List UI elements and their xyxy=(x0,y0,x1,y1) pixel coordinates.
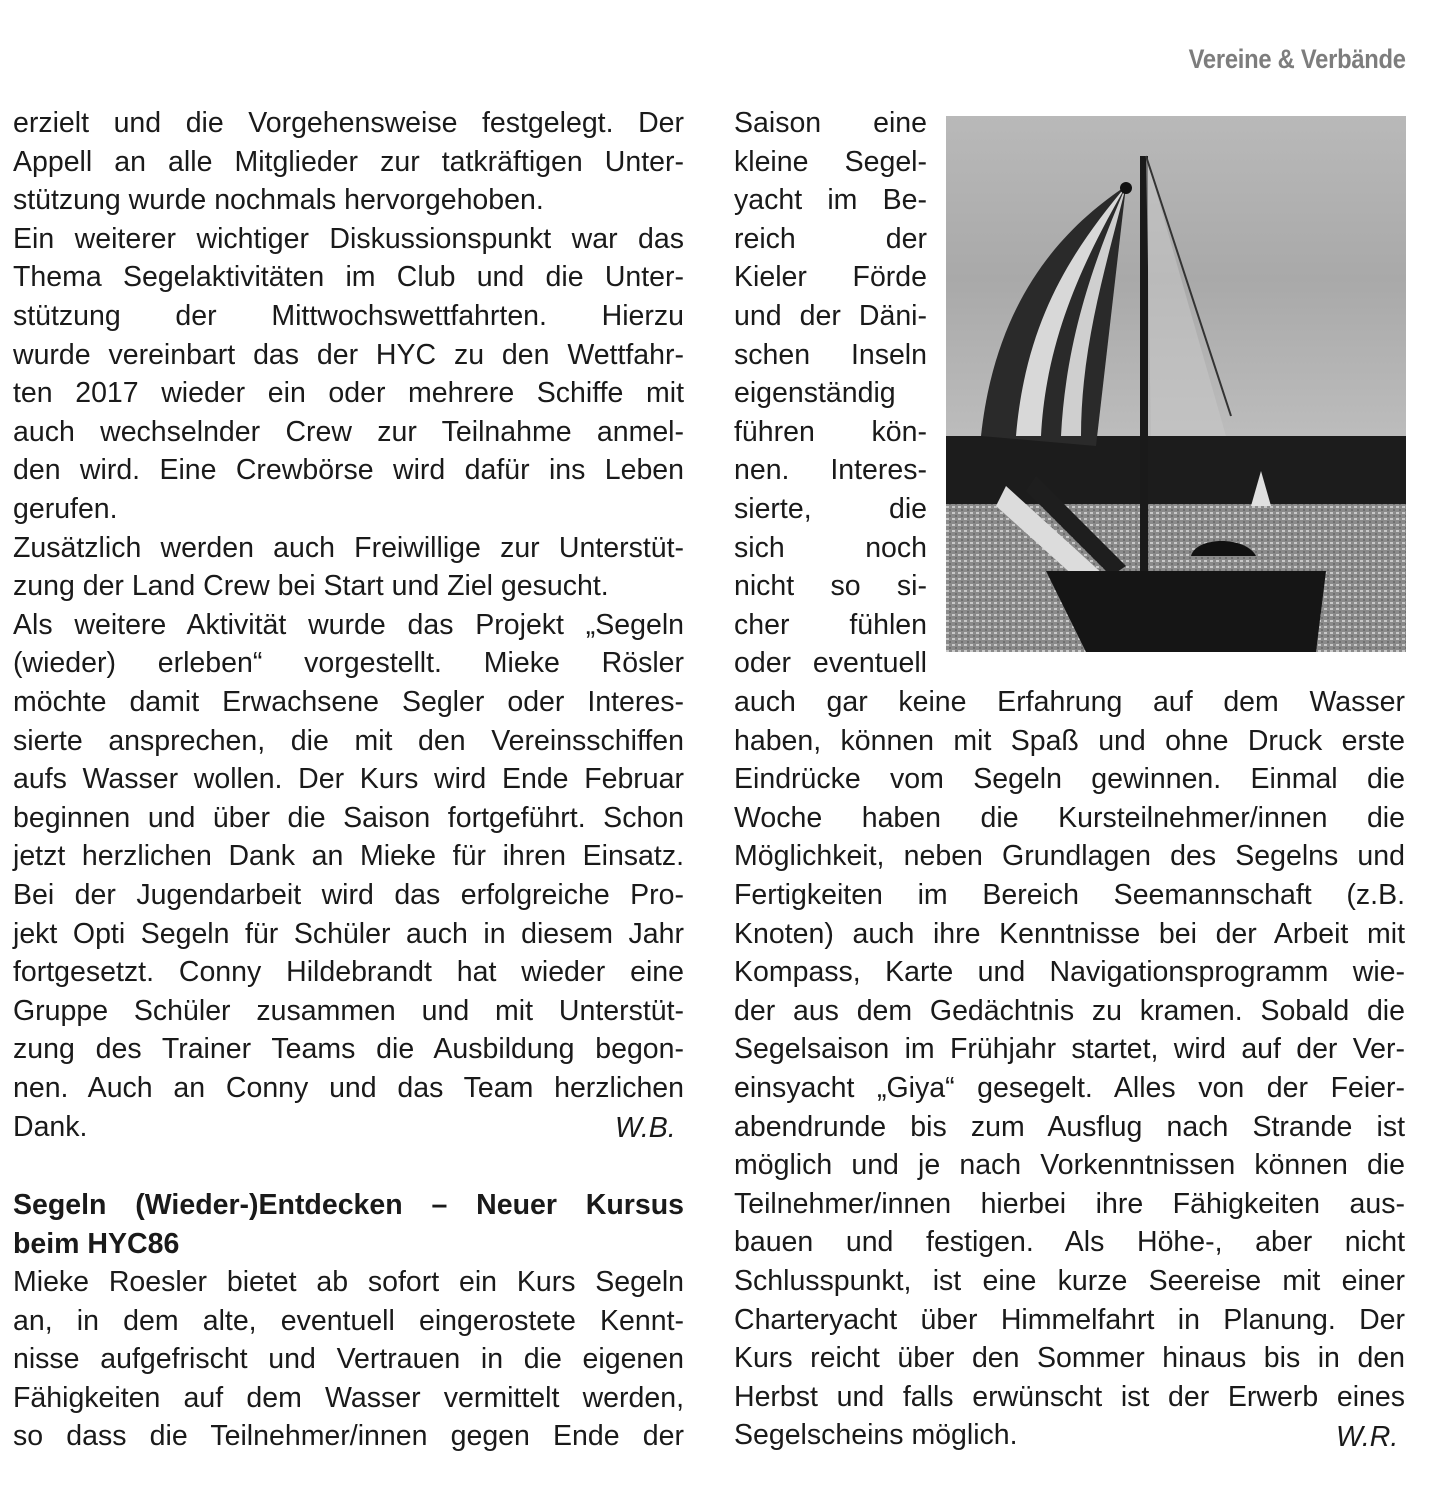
article-text-line: bauen und festigen. Als Höhe-, aber nicht xyxy=(734,1226,1405,1259)
hull xyxy=(1046,571,1326,652)
article-text-line: nisse aufgefrischt und Vertrauen in die eigenen xyxy=(13,1343,684,1376)
article-text-line: Woche haben die Kursteilnehmer/innen die xyxy=(734,801,1405,834)
article-text-line: eigenständig xyxy=(734,377,896,410)
article-text-line: sich noch xyxy=(734,531,927,564)
article-text-line: sierte, die xyxy=(734,493,927,525)
body-text-line: jetzt herzlichen Dank an Mieke für ihren Einsatz. xyxy=(13,840,684,873)
body-text-line: sierte ansprechen, die mit den Vereinsschiffen xyxy=(13,724,684,757)
article-text-line: Fähigkeiten auf dem Wasser vermittelt werden, xyxy=(13,1381,684,1414)
article-text-line: cher fühlen xyxy=(734,608,927,641)
sailboat-photo xyxy=(946,116,1406,652)
body-text-line: nen. Auch an Conny und das Team herzlichen xyxy=(13,1072,684,1104)
body-text-line: zung der Land Crew bei Start und Ziel gesucht. xyxy=(13,570,609,603)
signature-wr: W.R. xyxy=(1336,1421,1399,1453)
body-text-line: Bei der Jugendarbeit wird das erfolgreiche Pro- xyxy=(13,879,684,911)
body-text-line: Dank. xyxy=(13,1110,88,1143)
article-text-line: Schlusspunkt, ist eine kurze Seereise mit einer xyxy=(734,1265,1405,1297)
body-text-line: möchte damit Erwachsene Segler oder Interes- xyxy=(13,686,684,718)
article-text-line: Kompass, Karte und Navigationsprogramm wie- xyxy=(734,956,1405,989)
body-text-line: stützung wurde nochmals hervorgehoben. xyxy=(13,184,544,217)
article-text-line: nen. Interes- xyxy=(734,454,927,487)
article-text-line: schen Inseln xyxy=(734,338,927,371)
body-text-line: gerufen. xyxy=(13,493,118,525)
article-text-line: Knoten) auch ihre Kenntnisse bei der Arbeit mit xyxy=(734,917,1405,950)
article-text-line: Saison eine xyxy=(734,107,927,139)
article-text-line: Fertigkeiten im Bereich Seemannschaft (z.B. xyxy=(734,879,1405,911)
body-text-line: aufs Wasser wollen. Der Kurs wird Ende Februar xyxy=(13,763,684,796)
body-text-line: (wieder) erleben“ vorgestellt. Mieke Rösler xyxy=(13,647,684,680)
article-text-line: abendrunde bis zum Ausflug nach Strande ist xyxy=(734,1110,1405,1143)
signature-wb: W.B. xyxy=(615,1112,676,1144)
body-text-line: auch wechselnder Crew zur Teilnahme anmel- xyxy=(13,415,684,448)
article-text-line: oder eventuell xyxy=(734,647,927,680)
article-text-line: yacht im Be- xyxy=(734,184,927,217)
body-text-line: den wird. Eine Crewbörse wird dafür ins Leben xyxy=(13,454,684,487)
article-text-line: Segelscheins möglich. xyxy=(734,1419,1018,1452)
article-text-line: möglich und je nach Vorkenntnissen können die xyxy=(734,1149,1405,1182)
article-text-line: haben, können mit Spaß und ohne Druck erste xyxy=(734,724,1405,757)
body-text-line: ten 2017 wieder ein oder mehrere Schiffe mit xyxy=(13,377,684,410)
body-text-line: Thema Segelaktivitäten im Club und die Unter- xyxy=(13,261,684,294)
body-text-line: Gruppe Schüler zusammen und mit Unterstüt- xyxy=(13,994,684,1027)
article-text-line: nicht so si- xyxy=(734,570,927,603)
body-text-line: jekt Opti Segeln für Schüler auch in diesem Jahr xyxy=(13,917,684,950)
article-heading-line: Segeln (Wieder-)Entdecken – Neuer Kursus xyxy=(13,1189,684,1221)
article-text-line: Mieke Roesler bietet ab sofort ein Kurs Segeln xyxy=(13,1266,684,1298)
body-text-line: zung des Trainer Teams die Ausbildung begon- xyxy=(13,1033,684,1066)
body-text-line: beginnen und über die Saison fortgeführt. Schon xyxy=(13,801,684,834)
body-text-line: Appell an alle Mitglieder zur tatkräftigen Unter- xyxy=(13,145,684,178)
article-text-line: Teilnehmer/innen hierbei ihre Fähigkeiten aus- xyxy=(734,1187,1405,1220)
article-text-line: Kieler Förde xyxy=(734,261,927,294)
article-text-line: Segelsaison im Frühjahr startet, wird auf der Ver- xyxy=(734,1033,1405,1066)
body-text-line: Ein weiterer wichtiger Diskussionspunkt war das xyxy=(13,222,684,255)
article-text-line: einsyacht „Giya“ gesegelt. Alles von der Feier- xyxy=(734,1072,1405,1104)
body-text-line: Zusätzlich werden auch Freiwillige zur Unterstüt- xyxy=(13,531,684,564)
body-text-line: wurde vereinbart das der HYC zu den Wettfahr- xyxy=(13,338,684,371)
article-text-line: Charteryacht über Himmelfahrt in Planung. Der xyxy=(734,1303,1405,1336)
article-text-line: und der Däni- xyxy=(734,300,927,332)
article-text-line: kleine Segel- xyxy=(734,145,927,178)
article-text-line: Kurs reicht über den Sommer hinaus bis in den xyxy=(734,1342,1405,1375)
article-text-line: so dass die Teilnehmer/innen gegen Ende der xyxy=(13,1420,684,1453)
article-text-line: reich der xyxy=(734,222,927,255)
article-text-line: auch gar keine Erfahrung auf dem Wasser xyxy=(734,686,1405,718)
body-text-line: fortgesetzt. Conny Hildebrandt hat wieder eine xyxy=(13,956,684,989)
article-text-line: führen kön- xyxy=(734,415,927,448)
article-text-line: Herbst und falls erwünscht ist der Erwerb eines xyxy=(734,1380,1405,1413)
article-text-line: Eindrücke vom Segeln gewinnen. Einmal die xyxy=(734,763,1405,796)
mast xyxy=(1140,156,1148,576)
body-text-line: stützung der Mittwochswettfahrten. Hierzu xyxy=(13,300,684,332)
body-text-line: Als weitere Aktivität wurde das Projekt „Segeln xyxy=(13,608,684,641)
article-heading-line: beim HYC86 xyxy=(13,1227,180,1260)
article-text-line: der aus dem Gedächtnis zu kramen. Sobald die xyxy=(734,994,1405,1027)
section-label: Vereine & Verbände xyxy=(1188,44,1406,74)
article-text-line: an, in dem alte, eventuell eingerostete Kennt- xyxy=(13,1304,684,1337)
article-text-line: Möglichkeit, neben Grundlagen des Segelns und xyxy=(734,840,1405,873)
body-text-line: erzielt und die Vorgehensweise festgelegt. Der xyxy=(13,107,684,139)
